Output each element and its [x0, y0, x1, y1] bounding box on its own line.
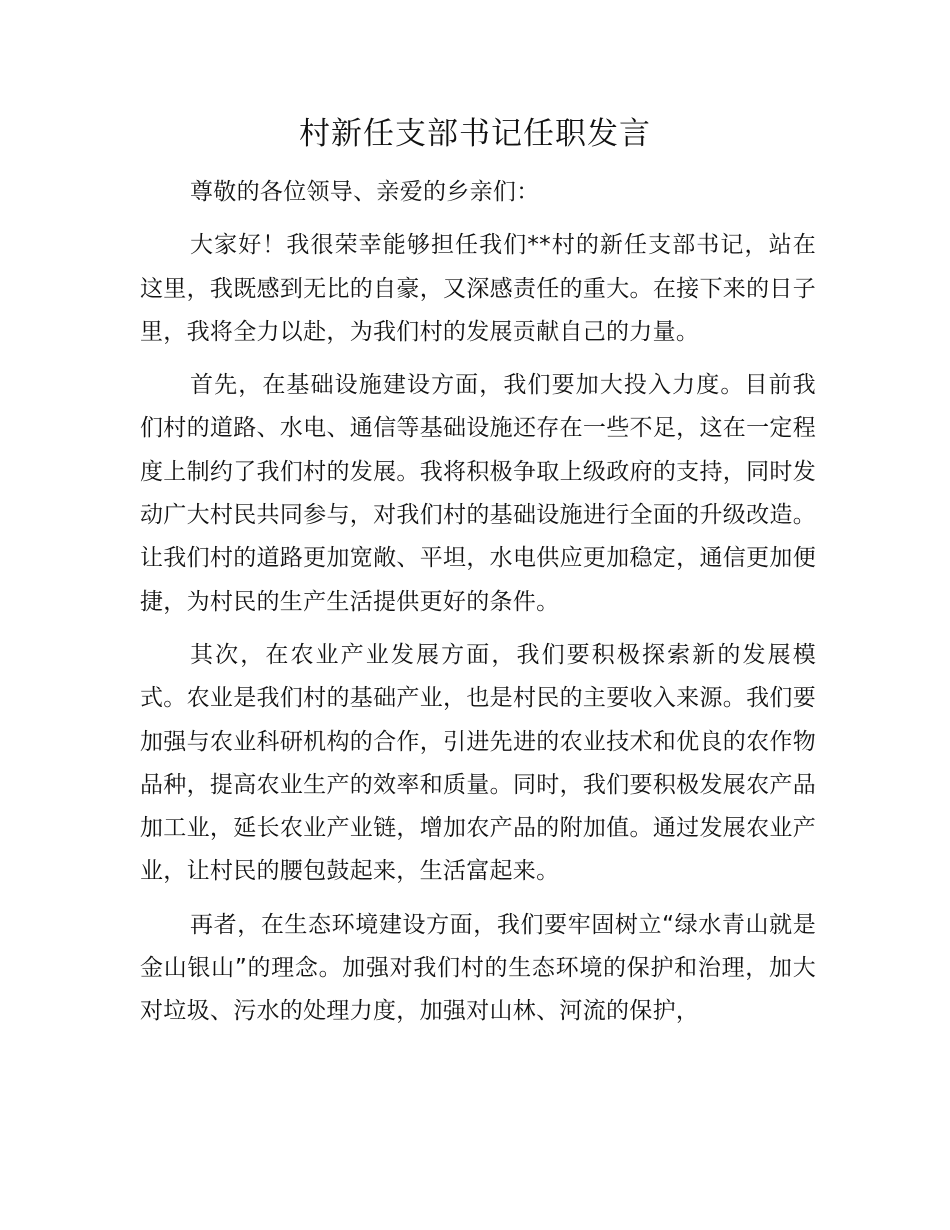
paragraph-greeting: 大家好！我很荣幸能够担任我们**村的新任支部书记，站在这里，我既感到无比的自豪，又深感责任的重大。在接下来的日子里，我将全力以赴，为我们村的发展贡献自己的力量。 — [140, 232, 816, 345]
document-body — [140, 171, 816, 1044]
paragraph-ecology: 再者，在生态环境建设方面，我们要牢固树立“绿水青山就是金山银山”的理念。加强对我们村的生态环境的保护和治理，加大对垃圾、污水的处理力度，加强对山林、河流的保护， — [140, 911, 816, 1025]
paragraph-agriculture: 其次，在农业产业发展方面，我们要积极探索新的发展模式。农业是我们村的基础产业，也是村民的主要收入来源。我们要加强与农业科研机构的合作，引进先进的农业技术和优良的农作物品种，提高农业生产的效率和质量。同时，我们要积极发展农产品加工业，延长农业产业链，增加农产品的附加值。通过发展农业产业，让村民的腰包鼓起来，生活富起来。 — [140, 641, 816, 885]
paragraph-salutation: 尊敬的各位领导、亲爱的乡亲们： — [190, 179, 540, 205]
paragraph-infrastructure: 首先，在基础设施建设方面，我们要加大投入力度。目前我们村的道路、水电、通信等基础设施还存在一些不足，这在一定程度上制约了我们村的发展。我将积极争取上级政府的支持，同时发动广大村民共同参与，对我们村的基础设施进行全面的升级改造。让我们村的道路更加宽敞、平坦，水电供应更加稳定，通信更加便捷，为村民的生产生活提供更好的条件。 — [140, 372, 816, 615]
page-title: 村新任支部书记任职发言 — [299, 116, 651, 152]
